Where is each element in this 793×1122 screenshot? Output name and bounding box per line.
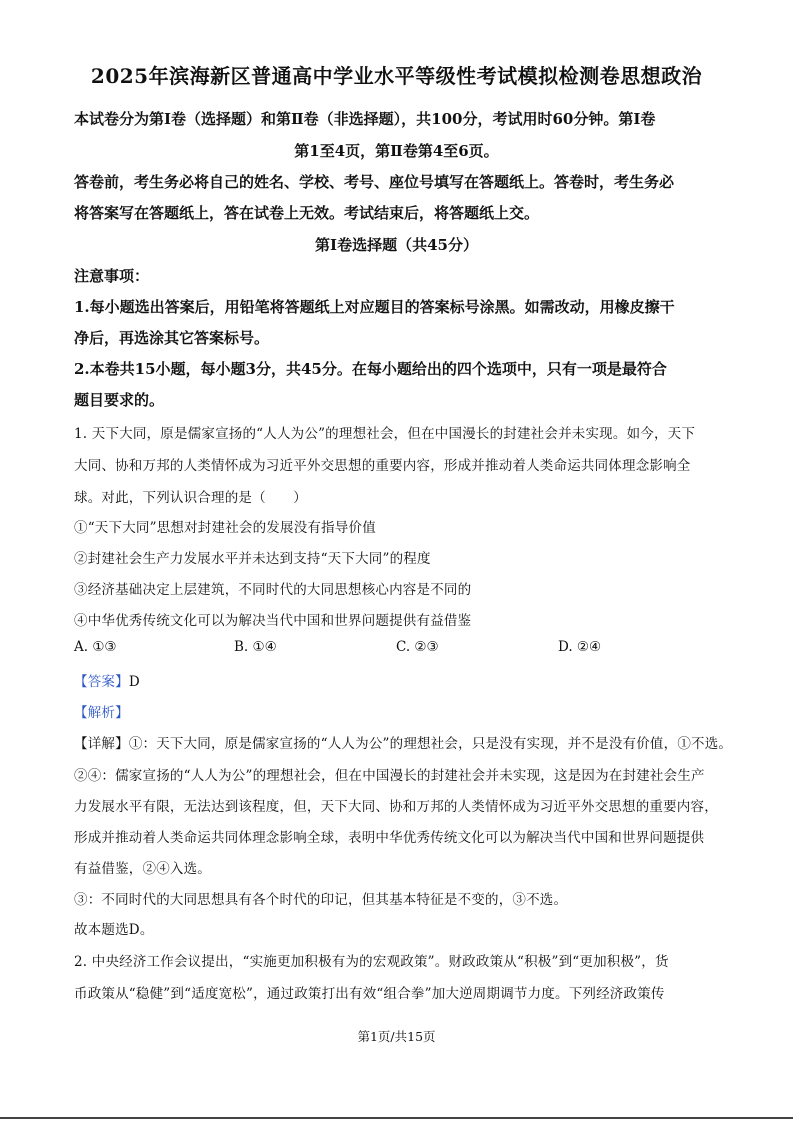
bottom-divider xyxy=(0,1117,793,1119)
question-1-stem-b: 大同、协和万邦的人类情怀成为习近平外交思想的重要内容，形成并推动着人类命运共同体理念影响全 xyxy=(74,458,691,474)
question-1-item-1: ①“天下大同”思想对封建社会的发展没有指导价值 xyxy=(74,520,376,536)
question-1-item-3: ③经济基础决定上层建筑，不同时代的大同思想核心内容是不同的 xyxy=(74,582,472,598)
note-1-line-b: 净后，再选涂其它答案标号。 xyxy=(74,329,270,347)
detail-line-2a: ②④：儒家宣扬的“人人为公”的理想社会，但在中国漫长的封建社会并未实现，这是因为在封建社会生产 xyxy=(74,768,705,784)
detail-line-2c: 形成并推动着人类命运共同体理念影响全球，表明中华优秀传统文化可以为解决当代中国和世界问题提供 xyxy=(74,830,705,846)
detail-tag: 【详解】 xyxy=(74,736,129,752)
question-1-option-b: B. ①④ xyxy=(234,639,277,655)
answer-tag: 【答案】 xyxy=(74,674,129,690)
question-1-item-2: ②封建社会生产力发展水平并未达到支持“天下大同”的程度 xyxy=(74,551,431,567)
answer-value: D xyxy=(128,674,140,690)
question-1-stem-a: 1. 天下大同，原是儒家宣扬的“人人为公”的理想社会，但在中国漫长的封建社会并未实现。如今，天下 xyxy=(74,426,696,442)
note-2-line-a: 2.本卷共15小题，每小题3分，共45分。在每小题给出的四个选项中，只有一项是最符合 xyxy=(74,360,667,378)
answer-line xyxy=(74,670,724,690)
question-1-item-4: ④中华优秀传统文化可以为解决当代中国和世界问题提供有益借鉴 xyxy=(74,613,472,629)
detail-line-2d: 有益借鉴，②④入选。 xyxy=(74,861,211,877)
conclusion-line: 故本题选D。 xyxy=(74,922,154,938)
note-1-line-a: 1.每小题选出答案后，用铅笔将答题纸上对应题目的答案标号涂黑。如需改动，用橡皮擦干 xyxy=(74,298,675,316)
question-1-option-d: D. ②④ xyxy=(558,639,602,655)
detail-line-3: ③：不同时代的大同思想具有各个时代的印记，但其基本特征是不变的，③不选。 xyxy=(74,892,568,908)
question-2-stem-a: 2. 中央经济工作会议提出，“实施更加积极有为的宏观政策”。财政政策从“积极”到“更加积极”，货 xyxy=(74,954,669,970)
intro-line-4: 将答案写在答题纸上，答在试卷上无效。考试结束后，将答题纸上交。 xyxy=(74,204,540,222)
analysis-line xyxy=(74,701,724,721)
page-title: 2025年滨海新区普通高中学业水平等级性考试模拟检测卷思想政治 xyxy=(90,64,703,88)
note-2-line-b: 题目要求的。 xyxy=(74,391,165,409)
section-heading: 第Ⅰ卷选择题（共45分） xyxy=(315,236,478,254)
analysis-tag: 【解析】 xyxy=(74,705,129,721)
question-1-option-a: A. ①③ xyxy=(74,639,117,655)
question-1-option-c: C. ②③ xyxy=(396,639,439,655)
detail-line-1 xyxy=(74,732,733,752)
intro-line-2: 第1至4页，第Ⅱ卷第4至6页。 xyxy=(294,142,499,160)
intro-line-3: 答卷前，考生务必将自己的姓名、学校、考号、座位号填写在答题纸上。答卷时，考生务必 xyxy=(74,173,675,191)
detail-line-2b: 力发展水平有限，无法达到该程度，但，天下大同、协和万邦的人类情怀成为习近平外交思想的重要内容， xyxy=(74,799,718,815)
question-1-stem-c: 球。对此，下列认识合理的是（ ） xyxy=(74,490,307,506)
notes-title: 注意事项： xyxy=(74,267,150,285)
intro-line-1: 本试卷分为第Ⅰ卷（选择题）和第Ⅱ卷（非选择题），共100分，考试用时60分钟。第Ⅰ卷 xyxy=(74,110,656,128)
detail-text-1: ①：天下大同，原是儒家宣扬的“人人为公”的理想社会，只是没有实现，并不是没有价值，①不选。 xyxy=(128,736,733,752)
page-number: 第1页/共15页 xyxy=(357,1029,436,1044)
question-2-stem-b: 币政策从“稳健”到“适度宽松”，通过政策打出有效“组合拳”加大逆周期调节力度。下列经济政策传 xyxy=(74,986,665,1002)
